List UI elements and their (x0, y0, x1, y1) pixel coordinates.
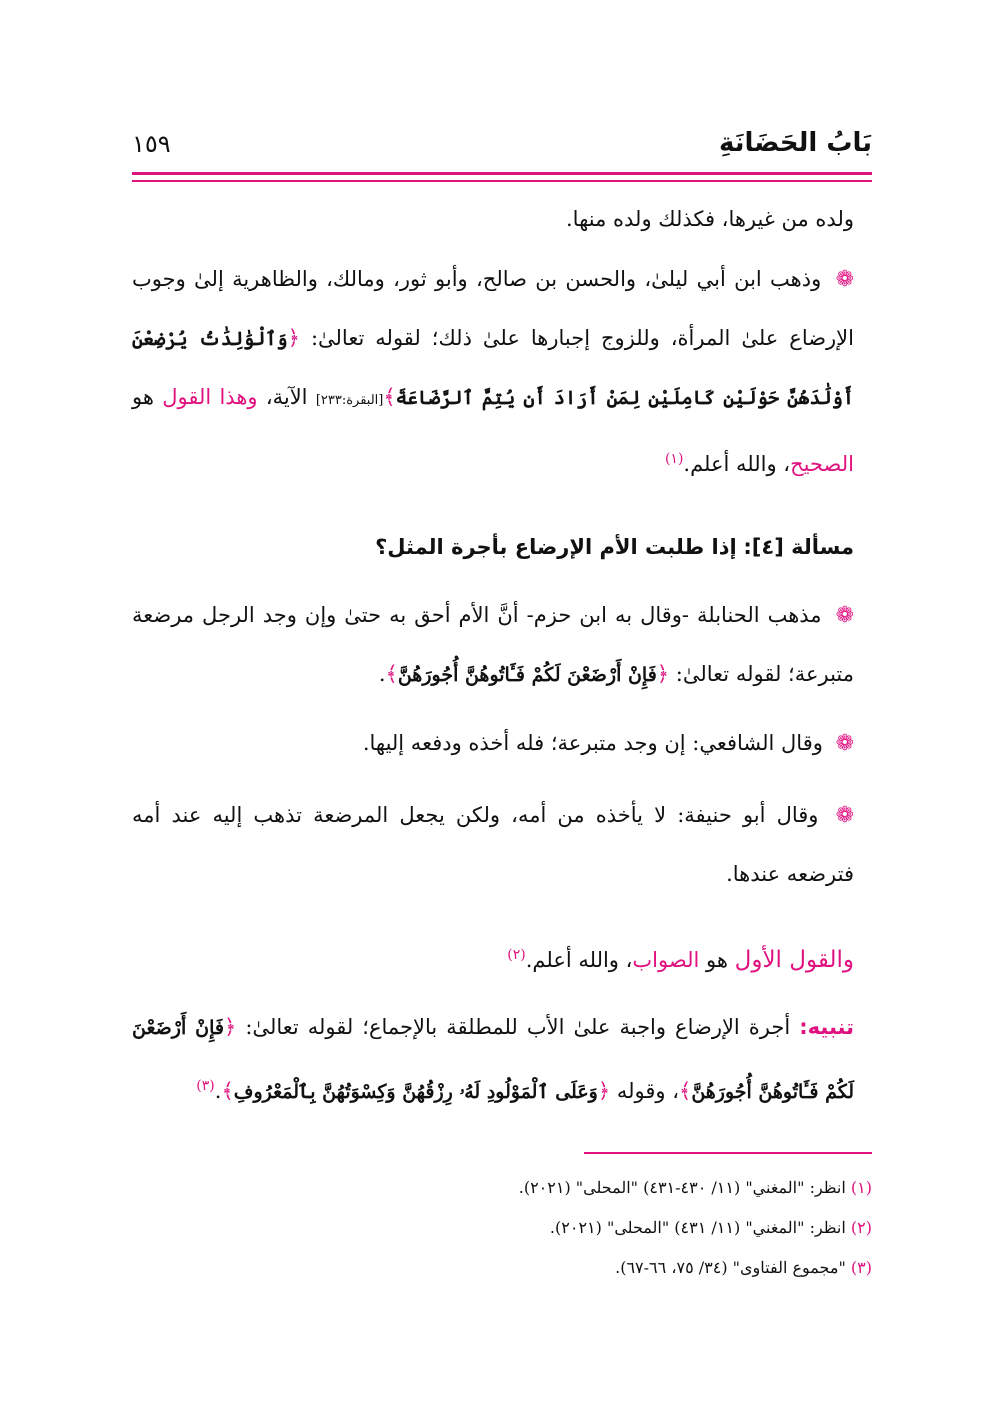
flower-icon: ❁ (835, 603, 854, 628)
quran-verse: وَعَلَى ٱلْمَوْلُودِ لَهُۥ رِزْقُهُنَّ وَكِسْوَتُهُنَّ بِٱلْمَعْرُوفِ (233, 1081, 598, 1103)
footnote-text: انظر: "المغني" (١١/ ٤٣٠-٤٣١) "المحلى" (٢٠٢١). (518, 1178, 846, 1197)
paragraph-5 (132, 786, 854, 903)
quran-verse: فَإِنْ أَرْضَعْنَ لَكُمْ فَـَٔاتُوهُنَّ أُجُورَهُنَّ (132, 1017, 854, 1103)
quran-close-brace: ﴾ (221, 1079, 234, 1103)
quran-verse: وَٱلْوَٰلِدَٰتُ يُرْضِعْنَ أَوْلَٰدَهُنَّ حَوْلَيْنِ كَامِلَيْنِ لِمَنْ أَرَادَ أَن يُتِمَّ ٱلرَّضَاعَةَ (132, 328, 854, 409)
highlight-text: والقول الأول (734, 947, 854, 973)
paragraph-2 (132, 250, 854, 493)
flower-icon: ❁ (835, 731, 854, 756)
footnote-text: انظر: "المغني" (١١/ ٤٣١) "المحلى" (٢٠٢١). (549, 1218, 846, 1237)
highlight-text: الصحيح (790, 452, 854, 476)
flower-icon: ❁ (835, 803, 854, 828)
tanbih-label: تنبيه: (799, 1015, 854, 1039)
paragraph-6 (132, 926, 854, 989)
verse-reference: [البقرة:٢٣٣] (315, 393, 384, 408)
quran-open-brace: ﴿ (287, 326, 300, 350)
highlight-text: الصواب (632, 948, 700, 972)
tanbih-text: أجرة الإرضاع واجبة علىٰ الأب للمطلقة بالإجماع؛ لقوله تعالىٰ: (245, 1015, 791, 1039)
masala-heading (132, 518, 854, 576)
quran-close-brace: ﴾ (383, 385, 396, 409)
paragraph-5-text: وقال أبو حنيفة: لا يأخذه من أمه، ولكن يجعل المرضعة تذهب إليه عند أمه فترضعه عندها. (132, 803, 854, 886)
paragraph-1-text: ولده من غيرها، فكذلك ولده منها. (566, 207, 854, 231)
quran-close-brace: ﴾ (385, 662, 398, 686)
closing-text: ، والله أعلم. (525, 948, 633, 972)
connector-text: هو (132, 385, 154, 409)
header-rule-bottom (132, 180, 872, 182)
quran-open-brace: ﴿ (656, 662, 670, 686)
masala-label: مسألة [٤]: (743, 535, 854, 559)
quran-open-brace: ﴿ (597, 1079, 611, 1103)
closing-text: ، والله أعلم. (683, 452, 791, 476)
footnote-ref-3[interactable]: (٣) (196, 1078, 215, 1094)
paragraph-2-text: وذهب ابن أبي ليلىٰ، والحسن بن صالح، وأبو ثور، ومالك، والظاهرية إلىٰ وجوب الإرضاع علىٰ المرأة، وللزوج إجبارها علىٰ ذلك؛ لقوله تعالىٰ: (132, 267, 854, 350)
masala-title: إذا طلبت الأم الإرضاع بأجرة المثل؟ (375, 535, 737, 559)
paragraph-1 (132, 190, 854, 248)
quran-verse: فَإِنْ أَرْضَعْنَ لَكُمْ فَـَٔاتُوهُنَّ أُجُورَهُنَّ (397, 664, 657, 686)
quran-close-brace: ﴾ (679, 1079, 692, 1103)
footnote-ref-1[interactable]: (١) (664, 451, 684, 467)
footnotes (132, 1168, 872, 1288)
footnote-1 (132, 1168, 872, 1208)
footnote-number: (٢) (850, 1218, 872, 1237)
tanbih-paragraph: تنبيه: أجرة الإرضاع واجبة علىٰ الأب للمطلقة بالإجماع؛ لقوله تعالىٰ: ﴿فَإِنْ أَرْضَعْنَ لَكُمْ فَـَٔاتُوهُنَّ أُجُورَهُنَّ﴾، وقوله ﴿وَعَلَى ٱلْمَوْلُودِ لَهُۥ رِزْقُهُنَّ وَكِسْوَتُهُنَّ بِٱلْمَعْرُوفِ﴾.$^{(٣)}$ (132, 1015, 854, 1103)
verse-suffix: الآية، (265, 385, 308, 409)
connector-text: ، وقوله (616, 1079, 679, 1103)
connector-text: هو (706, 948, 728, 972)
footnote-ref-2[interactable]: (٢) (507, 947, 526, 963)
highlight-text: وهذا القول (162, 385, 258, 409)
header-rule-top (132, 172, 872, 175)
footnote-text: "مجموع الفتاوى" (٣٤/ ٧٥، ٦٦-٦٧). (615, 1258, 846, 1277)
footnote-separator (584, 1152, 872, 1154)
footnote-number: (١) (850, 1178, 872, 1197)
footnote-3 (132, 1248, 872, 1288)
footnote-number: (٣) (850, 1258, 872, 1277)
quran-open-brace: ﴿ (224, 1015, 237, 1039)
chapter-title: بَابُ الحَضَانَةِ (718, 128, 872, 158)
paragraph-4 (132, 714, 854, 773)
footnote-2 (132, 1208, 872, 1248)
paragraph-3: ❁ مذهب الحنابلة -وقال به ابن حزم- أنَّ الأم أحق به حتىٰ وإن وجد الرجل مرضعة متبرعة؛ لقوله تعالىٰ: ﴿فَإِنْ أَرْضَعْنَ لَكُمْ فَـَٔاتُوهُنَّ أُجُورَهُنَّ﴾. (132, 603, 854, 686)
page-header (132, 128, 872, 168)
paragraph-4-text: وقال الشافعي: إن وجد متبرعة؛ فله أخذه ودفعه إليها. (362, 731, 823, 755)
paragraph-3-text: مذهب الحنابلة -وقال به ابن حزم- أنَّ الأم أحق به حتىٰ وإن وجد الرجل مرضعة متبرعة؛ لقوله تعالىٰ: (132, 603, 854, 686)
page-number: ١٥٩ (132, 130, 171, 158)
flower-icon: ❁ (835, 267, 854, 292)
